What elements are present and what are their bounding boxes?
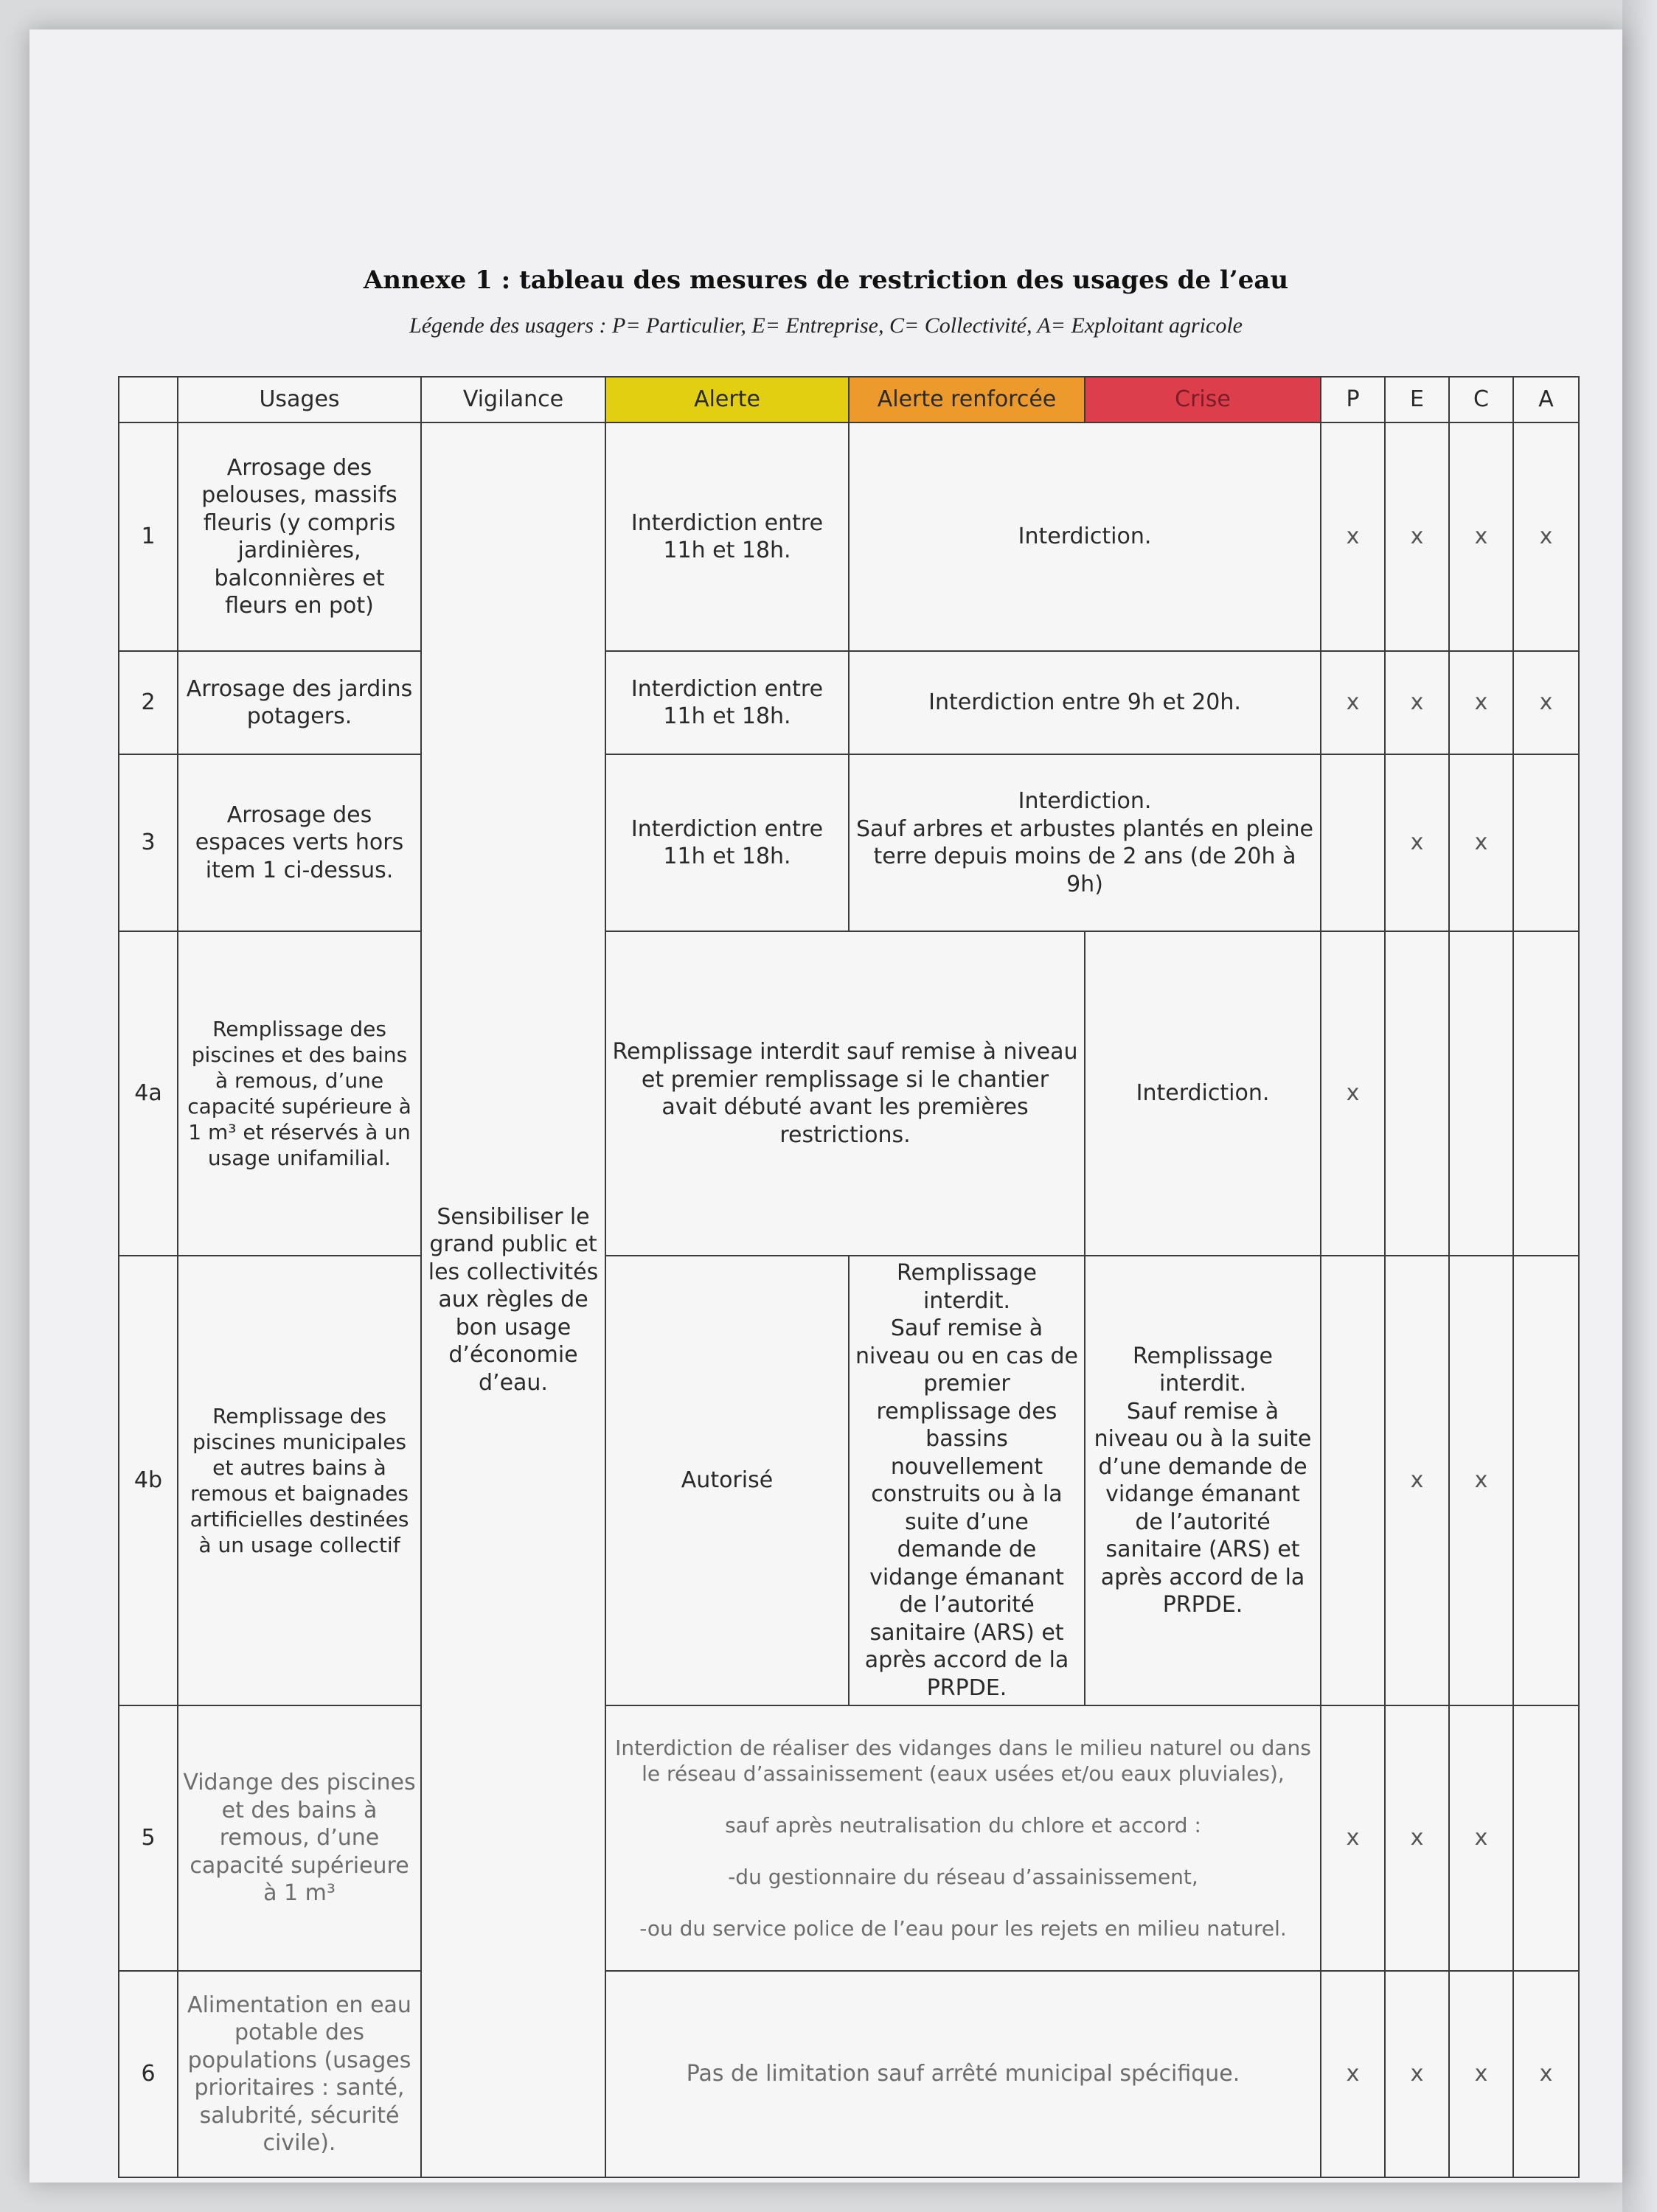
mark-e: x bbox=[1385, 754, 1449, 931]
row-number: 4b bbox=[119, 1256, 178, 1705]
usage-cell: Arrosage des espaces verts hors item 1 ci-dessus. bbox=[178, 754, 421, 931]
row-number: 1 bbox=[119, 422, 178, 651]
usage-cell: Remplissage des piscines et des bains à remous, d’une capacité supérieure à 1 m³ et réservés à un usage unifamilial. bbox=[178, 931, 421, 1256]
header-blank bbox=[119, 377, 178, 422]
renforcee-crise-cell: Interdiction. bbox=[849, 422, 1321, 651]
usage-cell: Arrosage des jardins potagers. bbox=[178, 651, 421, 754]
measure-cell: Pas de limitation sauf arrêté municipal spécifique. bbox=[605, 1971, 1321, 2177]
usage-cell: Remplissage des piscines municipales et autres bains à remous et baignades artificielles destinées à un usage collectif bbox=[178, 1256, 421, 1705]
page-edge bbox=[1622, 0, 1657, 2212]
mark-c: x bbox=[1449, 1256, 1513, 1705]
mark-e: x bbox=[1385, 1705, 1449, 1971]
row-number: 4a bbox=[119, 931, 178, 1256]
row-number: 2 bbox=[119, 651, 178, 754]
table-row bbox=[119, 1971, 1579, 2177]
row-number: 6 bbox=[119, 1971, 178, 2177]
mark-a bbox=[1513, 931, 1579, 1256]
alerte-cell: Autorisé bbox=[605, 1256, 849, 1705]
alerte-cell: Interdiction entre 11h et 18h. bbox=[605, 651, 849, 754]
renforcee-crise-cell: Interdiction. Sauf arbres et arbustes plantés en pleine terre depuis moins de 2 ans (de 20h à 9h) bbox=[849, 754, 1321, 931]
mark-a bbox=[1513, 1705, 1579, 1971]
mark-c: x bbox=[1449, 754, 1513, 931]
table-row bbox=[119, 651, 1579, 754]
mark-e: x bbox=[1385, 1971, 1449, 2177]
header-alerte-renforcee: Alerte renforcée bbox=[849, 377, 1085, 422]
mark-a bbox=[1513, 1256, 1579, 1705]
measure-cell: Interdiction de réaliser des vidanges dans le milieu naturel ou dans le réseau d’assainissement (eaux usées et/ou eaux pluviales), sauf après neutralisation du chlore et accord : -du gestionnaire du réseau d’assainissement, -ou du service police de l’eau pour les rejets en milieu naturel. bbox=[605, 1705, 1321, 1971]
table-row bbox=[119, 1256, 1579, 1705]
mark-e: x bbox=[1385, 651, 1449, 754]
alerte-cell: Interdiction entre 11h et 18h. bbox=[605, 422, 849, 651]
document-page bbox=[29, 29, 1622, 2183]
usage-cell: Arrosage des pelouses, massifs fleuris (y compris jardinières, balconnières et fleurs en pot) bbox=[178, 422, 421, 651]
header-a: A bbox=[1513, 377, 1579, 422]
renforcee-cell: Remplissage interdit. Sauf remise à niveau ou en cas de premier remplissage des bassins nouvellement construits ou à la suite d’une demande de vidange émanant de l’autorité sanitaire (ARS) et après accord de la PRPDE. bbox=[849, 1256, 1085, 1705]
crise-cell: Remplissage interdit. Sauf remise à niveau ou à la suite d’une demande de vidange émanant de l’autorité sanitaire (ARS) et après accord de la PRPDE. bbox=[1085, 1256, 1321, 1705]
renforcee-crise-cell: Interdiction entre 9h et 20h. bbox=[849, 651, 1321, 754]
mark-a: x bbox=[1513, 422, 1579, 651]
header-vigilance: Vigilance bbox=[421, 377, 605, 422]
vigilance-cell: Sensibiliser le grand public et les collectivités aux règles de bon usage d’économie d’eau. bbox=[421, 422, 605, 2177]
mark-c: x bbox=[1449, 422, 1513, 651]
mark-p bbox=[1321, 1256, 1385, 1705]
mark-a: x bbox=[1513, 651, 1579, 754]
mark-p: x bbox=[1321, 931, 1385, 1256]
table-row bbox=[119, 422, 1579, 651]
usage-cell: Vidange des piscines et des bains à remous, d’une capacité supérieure à 1 m³ bbox=[178, 1705, 421, 1971]
header-c: C bbox=[1449, 377, 1513, 422]
mark-p: x bbox=[1321, 1971, 1385, 2177]
mark-a: x bbox=[1513, 1971, 1579, 2177]
header-e: E bbox=[1385, 377, 1449, 422]
header-alerte: Alerte bbox=[605, 377, 849, 422]
mark-c bbox=[1449, 931, 1513, 1256]
mark-a bbox=[1513, 754, 1579, 931]
mark-p bbox=[1321, 754, 1385, 931]
crise-cell: Interdiction. bbox=[1085, 931, 1321, 1256]
mark-p: x bbox=[1321, 651, 1385, 754]
mark-p: x bbox=[1321, 1705, 1385, 1971]
mark-e: x bbox=[1385, 1256, 1449, 1705]
mark-c: x bbox=[1449, 1971, 1513, 2177]
document-title: Annexe 1 : tableau des mesures de restriction des usages de l’eau bbox=[363, 265, 1289, 295]
mark-p: x bbox=[1321, 422, 1385, 651]
header-usages: Usages bbox=[178, 377, 421, 422]
mark-c: x bbox=[1449, 1705, 1513, 1971]
header-crise: Crise bbox=[1085, 377, 1321, 422]
header-p: P bbox=[1321, 377, 1385, 422]
mark-c: x bbox=[1449, 651, 1513, 754]
row-number: 3 bbox=[119, 754, 178, 931]
header-row bbox=[119, 377, 1579, 422]
table-row bbox=[119, 931, 1579, 1256]
mark-e bbox=[1385, 931, 1449, 1256]
mark-e: x bbox=[1385, 422, 1449, 651]
table-row bbox=[119, 754, 1579, 931]
restriction-table bbox=[118, 376, 1580, 2178]
alerte-renforcee-cell: Remplissage interdit sauf remise à niveau et premier remplissage si le chantier avait débuté avant les premières restrictions. bbox=[605, 931, 1085, 1256]
legend-line: Légende des usagers : P= Particulier, E= Entreprise, C= Collectivité, A= Exploitant agricole bbox=[409, 313, 1243, 338]
alerte-cell: Interdiction entre 11h et 18h. bbox=[605, 754, 849, 931]
row-number: 5 bbox=[119, 1705, 178, 1971]
table-row bbox=[119, 1705, 1579, 1971]
usage-cell: Alimentation en eau potable des populations (usages prioritaires : santé, salubrité, sécurité civile). bbox=[178, 1971, 421, 2177]
